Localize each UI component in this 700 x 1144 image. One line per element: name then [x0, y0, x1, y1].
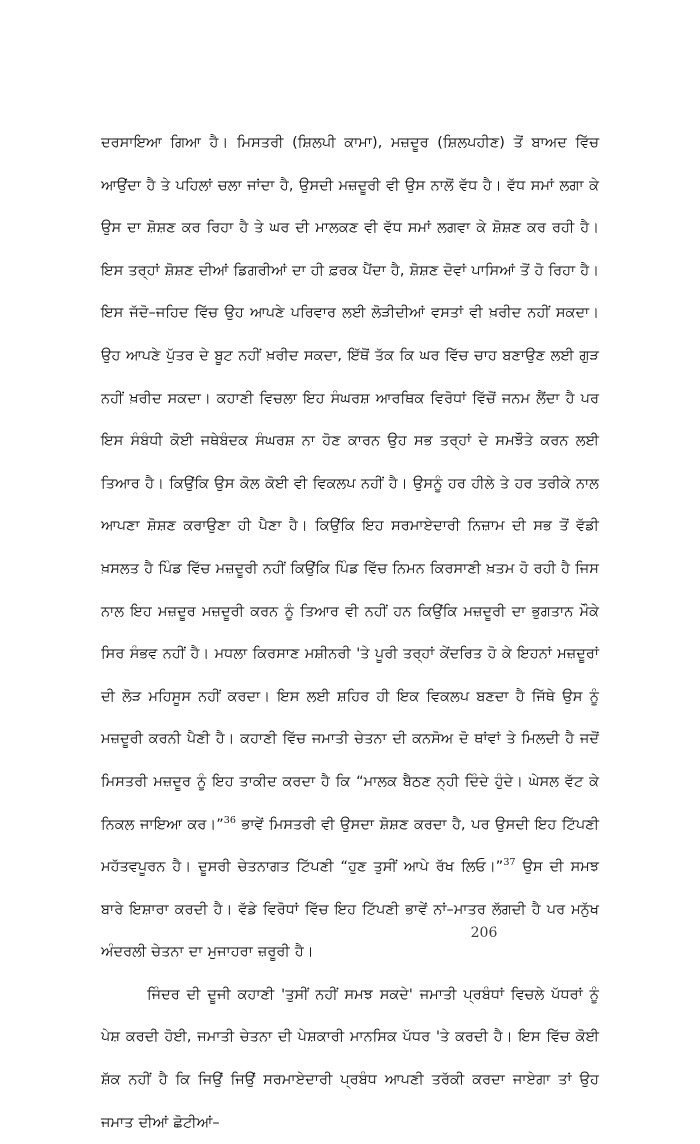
paragraph-1-part-b: ਭਾਵੇਂ ਮਿਸਤਰੀ ਵੀ ਉਸਦਾ ਸ਼ੋਸ਼ਣ ਕਰਦਾ ਹੈ, ਪਰ ਉਸਦੀ ਇਹ ਟਿੱਪਣੀ ਮਹੱਤਵਪੂਰਨ ਹੈ। ਦੂਸਰੀ ਚੇਤਨਾਗਤ ਟਿੱਪਣੀ “ਹੁਣ ਤੁਸੀਂ ਆਪੇ ਰੱਖ ਲਿਓ।” [101, 816, 600, 876]
page-number [0, 925, 700, 941]
paragraph-1 [101, 122, 599, 974]
footnote-marker-36[interactable]: 36 [223, 814, 236, 826]
paragraph-1-part-a: ਦਰਸਾਇਆ ਗਿਆ ਹੈ। ਮਿਸਤਰੀ (ਸ਼ਿਲਪੀ ਕਾਮਾ), ਮਜ਼ਦੂਰ (ਸ਼ਿਲਪਹੀਣ) ਤੋਂ ਬਾਅਦ ਵਿੱਚ ਆਉਂਦਾ ਹੈ ਤੇ ਪਹਿਲਾਂ ਚਲਾ ਜਾਂਦਾ ਹੈ, ਉਸਦੀ ਮਜ਼ਦੂਰੀ ਵੀ ਉਸ ਨਾਲੋਂ ਵੱਧ ਹੈ। ਵੱਧ ਸਮਾਂ ਲਗਾ ਕੇ ਉਸ ਦਾ ਸ਼ੋਸ਼ਣ ਕਰ ਰਿਹਾ ਹੈ ਤੇ ਘਰ ਦੀ ਮਾਲਕਣ ਵੀ ਵੱਧ ਸਮਾਂ ਲਗਵਾ ਕੇ ਸ਼ੋਸ਼ਣ ਕਰ ਰਹੀ ਹੈ। ਇਸ ਤਰ੍ਹਾਂ ਸ਼ੋਸ਼ਣ ਦੀਆਂ ਡਿਗਰੀਆਂ ਦਾ ਹੀ ਫ਼ਰਕ ਪੈਂਦਾ ਹੈ, ਸ਼ੋਸ਼ਣ ਦੋਵਾਂ ਪਾਸਿਆਂ ਤੋਂ ਹੋ ਰਿਹਾ ਹੈ। ਇਸ ਜੱਦੋ–ਜਹਿਦ ਵਿੱਚ ਉਹ ਆਪਣੇ ਪਰਿਵਾਰ ਲਈ ਲੋੜੀਦੀਆਂ ਵਸਤਾਂ ਵੀ ਖ਼ਰੀਦ ਨਹੀਂ ਸਕਦਾ। ਉਹ ਆਪਣੇ ਪੁੱਤਰ ਦੇ ਬੂਟ ਨਹੀਂ ਖ਼ਰੀਦ ਸਕਦਾ, ਇੱਥੋਂ ਤੱਕ ਕਿ ਘਰ ਵਿੱਚ ਚਾਹ ਬਣਾਉਣ ਲਈ ਗੁੜ ਨਹੀਂ ਖ਼ਰੀਦ ਸਕਦਾ। ਕਹਾਣੀ ਵਿਚਲਾ ਇਹ ਸੰਘਰਸ਼ ਆਰਥਿਕ ਵਿਰੋਧਾਂ ਵਿੱਚੋਂ ਜਨਮ ਲੈਂਦਾ ਹੈ ਪਰ ਇਸ ਸੰਬੰਧੀ ਕੋਈ ਜਥੇਬੰਦਕ ਸੰਘਰਸ਼ ਨਾ ਹੋਣ ਕਾਰਨ ਉਹ ਸਭ ਤਰ੍ਹਾਂ ਦੇ ਸਮਝੌਤੇ ਕਰਨ ਲਈ ਤਿਆਰ ਹੈ। ਕਿਉਂਕਿ ਉਸ ਕੋਲ ਕੋਈ ਵੀ ਵਿਕਲਪ ਨਹੀਂ ਹੈ। ਉਸਨੂੰ ਹਰ ਹੀਲੇ ਤੇ ਹਰ ਤਰੀਕੇ ਨਾਲ ਆਪਣਾ ਸ਼ੋਸ਼ਣ ਕਰਾਉਣਾ ਹੀ ਪੈਣਾ ਹੈ। ਕਿਉਂਕਿ ਇਹ ਸਰਮਾਏਦਾਰੀ ਨਿਜ਼ਾਮ ਦੀ ਸਭ ਤੋਂ ਵੱਡੀ ਖ਼ਸਲਤ ਹੈ ਪਿੰਡ ਵਿੱਚ ਮਜ਼ਦੂਰੀ ਨਹੀਂ ਕਿਉਂਕਿ ਪਿੰਡ ਵਿੱਚ ਨਿਮਨ ਕਿਰਸਾਣੀ ਖ਼ਤਮ ਹੋ ਰਹੀ ਹੈ ਜਿਸ ਨਾਲ ਇਹ ਮਜ਼ਦੂਰ ਮਜ਼ਦੂਰੀ ਕਰਨ ਨੂੰ ਤਿਆਰ ਵੀ ਨਹੀਂ ਹਨ ਕਿਉਂਕਿ ਮਜ਼ਦੂਰੀ ਦਾ ਭੁਗਤਾਨ ਮੌਕੇ ਸਿਰ ਸੰਭਵ ਨਹੀਂ ਹੈ। ਮਧਲਾ ਕਿਰਸਾਣ ਮਸ਼ੀਨਰੀ 'ਤੇ ਪੂਰੀ ਤਰ੍ਹਾਂ ਕੇਂਦਰਿਤ ਹੋ ਕੇ ਇਹਨਾਂ ਮਜ਼ਦੂਰਾਂ ਦੀ ਲੋੜ ਮਹਿਸੂਸ ਨਹੀਂ ਕਰਦਾ। ਇਸ ਲਈ ਸ਼ਹਿਰ ਹੀ ਇਕ ਵਿਕਲਪ ਬਣਦਾ ਹੈ ਜਿੱਥੇ ਉਸ ਨੂੰ ਮਜ਼ਦੂਰੀ ਕਰਨੀ ਪੈਣੀ ਹੈ। ਕਹਾਣੀ ਵਿੱਚ ਜਮਾਤੀ ਚੇਤਨਾ ਦੀ ਕਨਸੋਅ ਦੋ ਥਾਂਵਾਂ ਤੇ ਮਿਲਦੀ ਹੈ ਜਦੋਂ ਮਿਸਤਰੀ ਮਜ਼ਦੂਰ ਨੂੰ ਇਹ ਤਾਕੀਦ ਕਰਦਾ ਹੈ ਕਿ “ਮਾਲਕ ਬੈਠਣ ਨ੍ਹੀ ਦਿੰਦੇ ਹੁੰਦੇ। ਘੇਸਲ ਵੱਟ ਕੇ ਨਿਕਲ ਜਾਇਆ ਕਰ।” [101, 135, 599, 833]
paragraph-2: ਜਿੰਦਰ ਦੀ ਦੂਜੀ ਕਹਾਣੀ 'ਤੁਸੀਂ ਨਹੀਂ ਸਮਝ ਸਕਦੇ' ਜਮਾਤੀ ਪ੍ਰਬੰਧਾਂ ਵਿਚਲੇ ਪੱਧਰਾਂ ਨੂੰ ਪੇਸ਼ ਕਰਦੀ ਹੋਈ, ਜਮਾਤੀ ਚੇਤਨਾ ਦੀ ਪੇਸ਼ਕਾਰੀ ਮਾਨਸਿਕ ਪੱਧਰ 'ਤੇ ਕਰਦੀ ਹੈ। ਇਸ ਵਿੱਚ ਕੋਈ ਸ਼ੱਕ ਨਹੀਂ ਹੈ ਕਿ ਜਿਉਂ ਜਿਉਂ ਸਰਮਾਏਦਾਰੀ ਪ੍ਰਬੰਧ ਆਪਣੀ ਤਰੱਕੀ ਕਰਦਾ ਜਾਏਗਾ ਤਾਂ ਉਹ ਜਮਾਤ ਦੀਆਂ ਛੋਟੀਆਂ– [101, 986, 599, 1131]
page-number-value: 206 [470, 925, 498, 941]
paragraph-1-part-c: ਉਸ ਦੀ ਸਮਝ ਬਾਰੇ ਇਸ਼ਾਰਾ ਕਰਦੀ ਹੈ। ਵੱਡੇ ਵਿਰੋਧਾਂ ਵਿੱਚ ਇਹ ਟਿੱਪਣੀ ਭਾਵੇਂ ਨਾਂ–ਮਾਤਰ ਲੱਗਦੀ ਹੈ ਪਰ ਮਨੁੱਖ ਅੰਦਰਲੀ ਚੇਤਨਾ ਦਾ ਮੁਜਾਹਰਾ ਜ਼ਰੂਰੀ ਹੈ। [101, 859, 599, 961]
footnote-marker-37[interactable]: 37 [503, 857, 516, 869]
